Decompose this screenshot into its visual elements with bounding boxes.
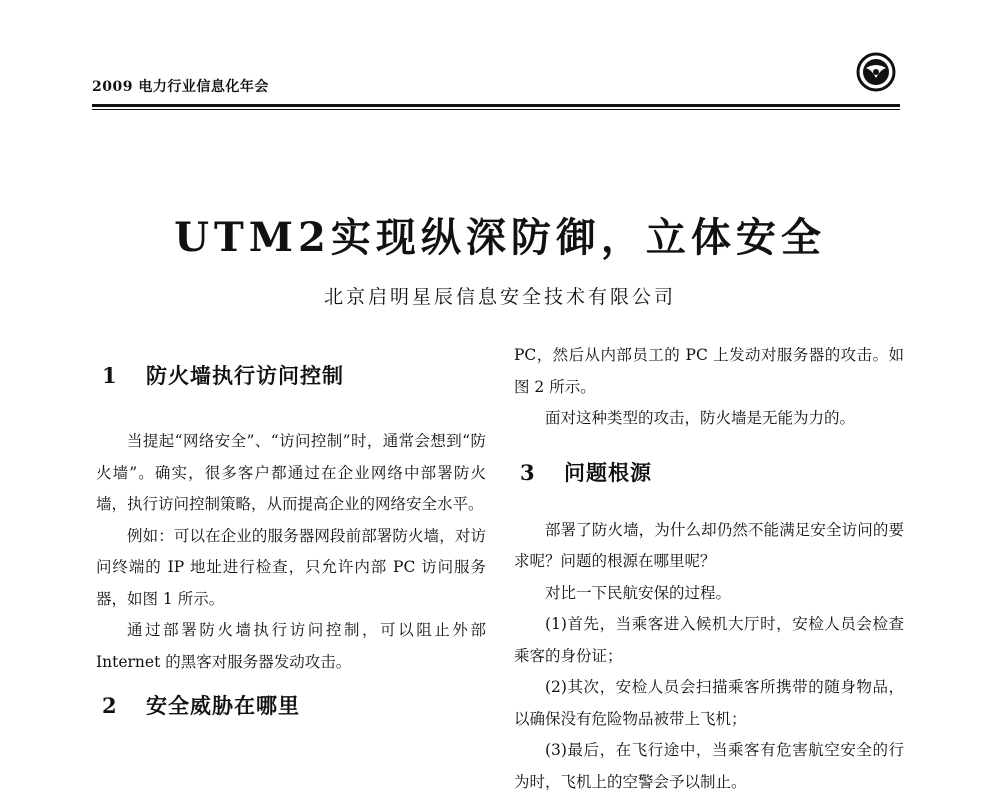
- article-title: UTM2实现纵深防御，立体安全: [174, 214, 826, 261]
- header-rule-thin: [92, 109, 900, 110]
- paragraph: 面对这种类型的攻击，防火墙是无能为力的。: [545, 409, 856, 427]
- right-column: [514, 340, 904, 798]
- author-organization: 北京启明星辰信息安全技术有限公司: [323, 286, 676, 308]
- paragraph: (2)其次，安检人员会扫描乘客所携带的随身物品，以确保没有危险物品被带上飞机；: [514, 678, 904, 728]
- paragraph: 当提起“网络安全”、“访问控制”时，通常会想到“防火墙”。确实，很多客户都通过在企业网络中部署防火墙，执行访问控制策略，从而提高企业的网络安全水平。: [96, 432, 486, 513]
- paragraph: 对比一下民航安保的过程。: [545, 583, 732, 602]
- section-number: 3: [520, 459, 536, 485]
- paragraph: 通过部署防火墙执行访问控制，可以阻止外部 Internet 的黑客对服务器发动攻击。: [96, 621, 486, 671]
- paragraph: (3)最后，在飞行途中，当乘客有危害航空安全的行为时，飞机上的空警会予以制止。: [514, 741, 904, 791]
- paragraph: (1)首先，当乘客进入候机大厅时，安检人员会检查乘客的身份证；: [514, 615, 904, 665]
- section-title: 防火墙执行访问控制: [146, 363, 344, 389]
- section-heading-3: [514, 453, 904, 493]
- section-heading-2: [96, 686, 486, 726]
- paragraph: 例如：可以在企业的服务器网段前部署防火墙，对访问终端的 IP 地址进行检查，只允许内部 PC 访问服务器，如图 1 所示。: [96, 526, 486, 608]
- paragraph: 部署了防火墙，为什么却仍然不能满足安全访问的要求呢？问题的根源在哪里呢？: [514, 520, 904, 570]
- section-title: 安全威胁在哪里: [146, 693, 300, 719]
- section-number: 1: [102, 363, 118, 389]
- left-column: [96, 340, 486, 726]
- conference-emblem-icon: [856, 52, 896, 92]
- section-number: 2: [102, 693, 118, 719]
- header-rule-thick: [92, 104, 900, 107]
- section-heading-1: [96, 356, 486, 396]
- conference-name: 2009 电力行业信息化年会: [92, 79, 269, 95]
- section-title: 问题根源: [564, 459, 652, 485]
- paragraph: PC，然后从内部员工的 PC 上发动对服务器的攻击。如图 2 所示。: [514, 346, 904, 396]
